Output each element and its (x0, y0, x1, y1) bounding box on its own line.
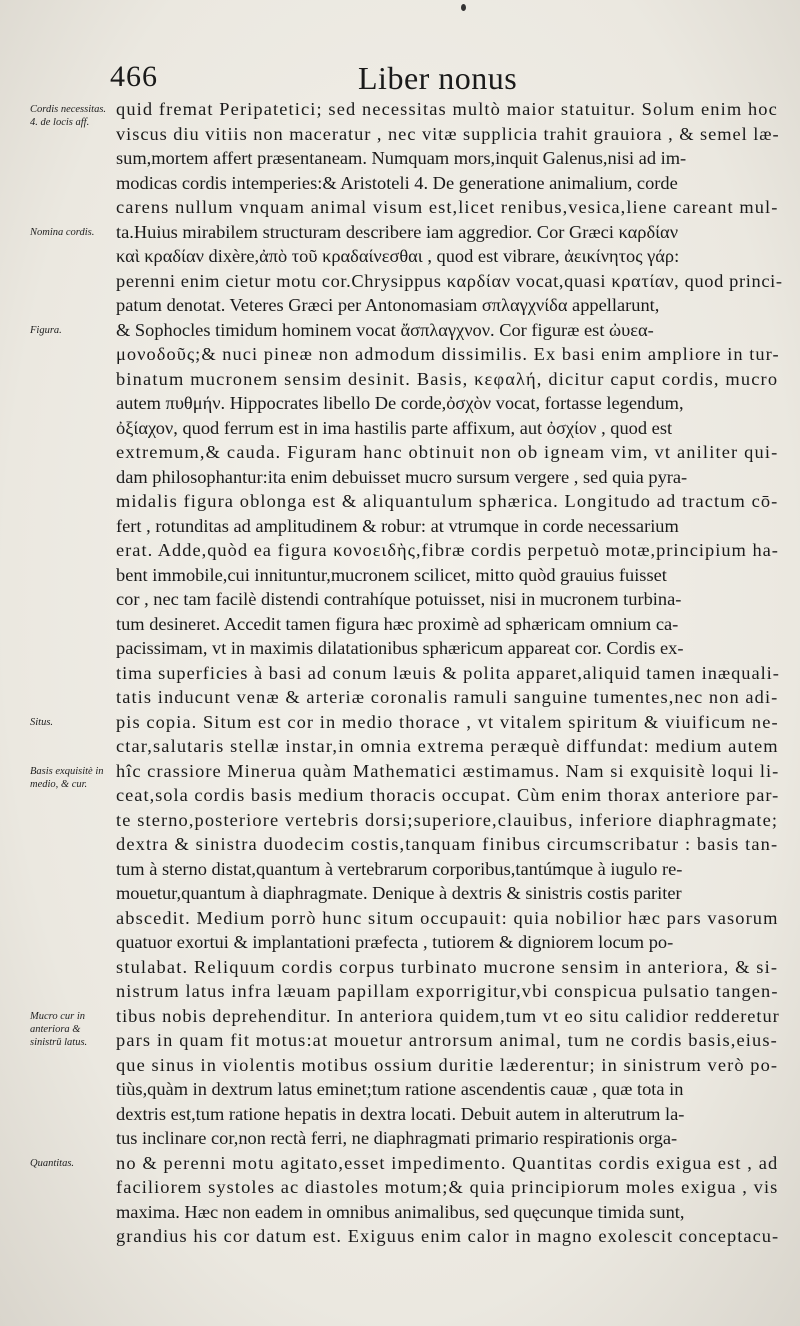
text-line: binatum mucronem sensim desinit. Basis, κεφαλή, dicitur caput cordis, mucro (116, 368, 779, 389)
margin-note: Mucro cur in anteriora & sinistrū latus. (30, 1010, 88, 1048)
text-line: ctar,salutaris stellæ instar,in omnia extrema peræquè diffundat: medium autem (116, 736, 779, 756)
text-line: carens nullum vnquam animal visum est,licet renibus,vesica,liene careant mul- (116, 197, 779, 217)
text-line: modicas cordis intemperies:& Aristoteli 4. De generatione animalium, corde (116, 172, 678, 193)
text-line: tiùs,quàm in dextrum latus eminet;tum ratione ascendentis cauæ , quæ tota in (116, 1079, 684, 1099)
text-line: viscus diu vitiis non maceratur , nec vitæ supplicia trahit grauiora , & semel læ- (116, 123, 780, 144)
text-line: te sterno,posteriore vertebris dorsi;superiore,clauibus, inferiore diaphragmate; (116, 809, 779, 830)
text-line: no & perenni motu agitato,esset impedimento. Quantitas cordis exigua est , ad (116, 1152, 779, 1173)
text-line: μονοδοῦς;& nuci pineæ non admodum dissimilis. Ex basi enim ampliore in tur- (116, 344, 780, 364)
text-line: pars in quam fit motus:at mouetur antrorsum animal, tum ne cordis basis,eius- (116, 1030, 778, 1050)
text-line: hîc crassiore Minerua quàm Mathematici æstimamus. Nam si exquisitè loqui li- (116, 760, 780, 781)
text-line: tatis inducunt venæ & arteriæ coronalis ramuli sanguine tumentes,nec non adi- (116, 687, 779, 707)
margin-note: Nomina cordis. (30, 226, 95, 238)
text-line: extremum,& cauda. Figuram hanc obtinuit non ob igneam vim, vt aniliter qui- (116, 442, 779, 462)
margin-note: Situs. (30, 716, 54, 728)
text-line: pacissimam, vt in maximis dilatationibus sphæricum appareat cor. Cordis ex- (116, 638, 684, 658)
text-line: maxima. Hæc non eadem in omnibus animalibus, sed quęcunque timida sunt, (116, 1201, 685, 1222)
text-line: tima superficies à basi ad conum læuis & polita apparet,aliquid tamen inæquali- (116, 662, 780, 683)
page-number: 466 (110, 60, 158, 93)
text-line: dam philosophantur:ita enim debuisset mucro sursum vergere , sed quia pyra- (116, 466, 688, 487)
text-line: sum,mortem affert præsentaneam. Numquam mors,inquit Galenus,nisi ad im- (116, 148, 687, 168)
text-line: bent immobile,cui innituntur,mucronem scilicet, mitto quòd grauius fuisset (116, 564, 667, 585)
text-line: ta.Huius mirabilem structuram describere iam aggredior. Cor Græci καρδίαν (116, 221, 679, 242)
text-line: abscedit. Medium porrò hunc situm occupauit: quia nobilior hæc pars vasorum (116, 907, 779, 928)
margin-note: Cordis necessitas. 4. de locis aff. (30, 104, 107, 128)
text-line: tum desineret. Accedit tamen figura hæc proximè ad sphæricam omnium ca- (116, 613, 679, 634)
text-line: que sinus in violentis motibus ossium duritie læderentur; in sinistrum verò po- (116, 1054, 779, 1075)
text-line: mouetur,quantum à diaphragmate. Denique à dextris & sinistris costis pariter (116, 883, 682, 903)
text-line: perenni enim cietur motu cor.Chrysippus καρδίαν vocat,quasi κρατίαν, quod princi- (116, 270, 783, 291)
text-line: nistrum latus infra læuam papillam exporrigitur,vbi conspicua pulsatio tangen- (116, 981, 779, 1001)
text-line: ὀξίαχον, quod ferrum est in ima hastilis parte affixum, aut ὀσχίον , quod est (116, 417, 673, 438)
margin-note: Quantitas. (30, 1157, 75, 1169)
text-line: faciliorem systoles ac diastoles motum;& quia principiorum moles exigua , vis (116, 1177, 779, 1197)
text-line: patum denotat. Veteres Græci per Antonomasiam σπλαγχνίδα appellarunt, (116, 295, 660, 315)
margin-note: Basis exquisitè in medio, & cur. (30, 765, 104, 790)
text-line: pis copia. Situm est cor in medio thorace , vt vitalem spiritum & viuificum ne- (116, 711, 779, 732)
text-line: dextris est,tum ratione hepatis in dextra locati. Debuit autem in alterutrum la- (116, 1103, 685, 1124)
body-text (116, 97, 788, 1249)
text-line: midalis figura oblonga est & aliquantulum sphærica. Longitudo ad tractum cō- (116, 491, 779, 511)
text-line: erat. Adde,quòd ea figura κονοειδὴς,fibræ cordis perpetuò motæ,principium ha- (116, 540, 779, 560)
text-line: ceat,sola cordis basis medium thoracis occupat. Cùm enim thorax anteriore par- (116, 785, 780, 805)
text-line: tum à sterno distat,quantum à vertebrarum corporibus,tantúmque à iugulo re- (116, 858, 683, 879)
text-line: grandius his cor datum est. Exiguus enim calor in magno exolescit conceptacu- (116, 1226, 780, 1246)
text-line: & Sophocles timidum hominem vocat ἄσπλαγχνον. Cor figuræ est ὠυεα- (116, 319, 654, 340)
text-line: autem πυθμήν. Hippocrates libello De corde,ὀσχὸν vocat, fortasse legendum, (116, 393, 684, 413)
ink-mark (461, 4, 466, 11)
text-line: quatuor exortui & implantationi præfecta , tutiorem & digniorem locum po- (116, 932, 674, 952)
running-title: Liber nonus (358, 60, 518, 96)
text-line: cor , nec tam facilè distendi contrahíque potuisset, nisi in mucronem turbina- (116, 589, 682, 609)
margin-note: Figura. (30, 324, 62, 336)
text-line: tibus nobis deprehenditur. In anteriora quidem,tum vt eo situ calidior redderetur (116, 1005, 780, 1026)
text-line: καὶ κραδίαν dixère,ἀπὸ τοῦ κραδαίνεσθαι , quod est vibrare, ἀεικίνητος γάρ: (116, 246, 680, 266)
page-header (0, 60, 800, 100)
text-line: stulabat. Reliquum cordis corpus turbinato mucrone sensim in anteriora, & si- (116, 956, 779, 977)
text-line: dextra & sinistra duodecim costis,tanquam finibus circumscribatur : basis tan- (116, 834, 779, 854)
text-line: tus inclinare cor,non rectà ferri, ne diaphragmati primario respirationis orga- (116, 1128, 678, 1148)
text-line: fert , rotunditas ad amplitudinem & robur: at vtrumque in corde necessarium (116, 515, 679, 536)
text-line: quid fremat Peripatetici; sed necessitas multò maior statuitur. Solum enim hoc (116, 99, 778, 119)
